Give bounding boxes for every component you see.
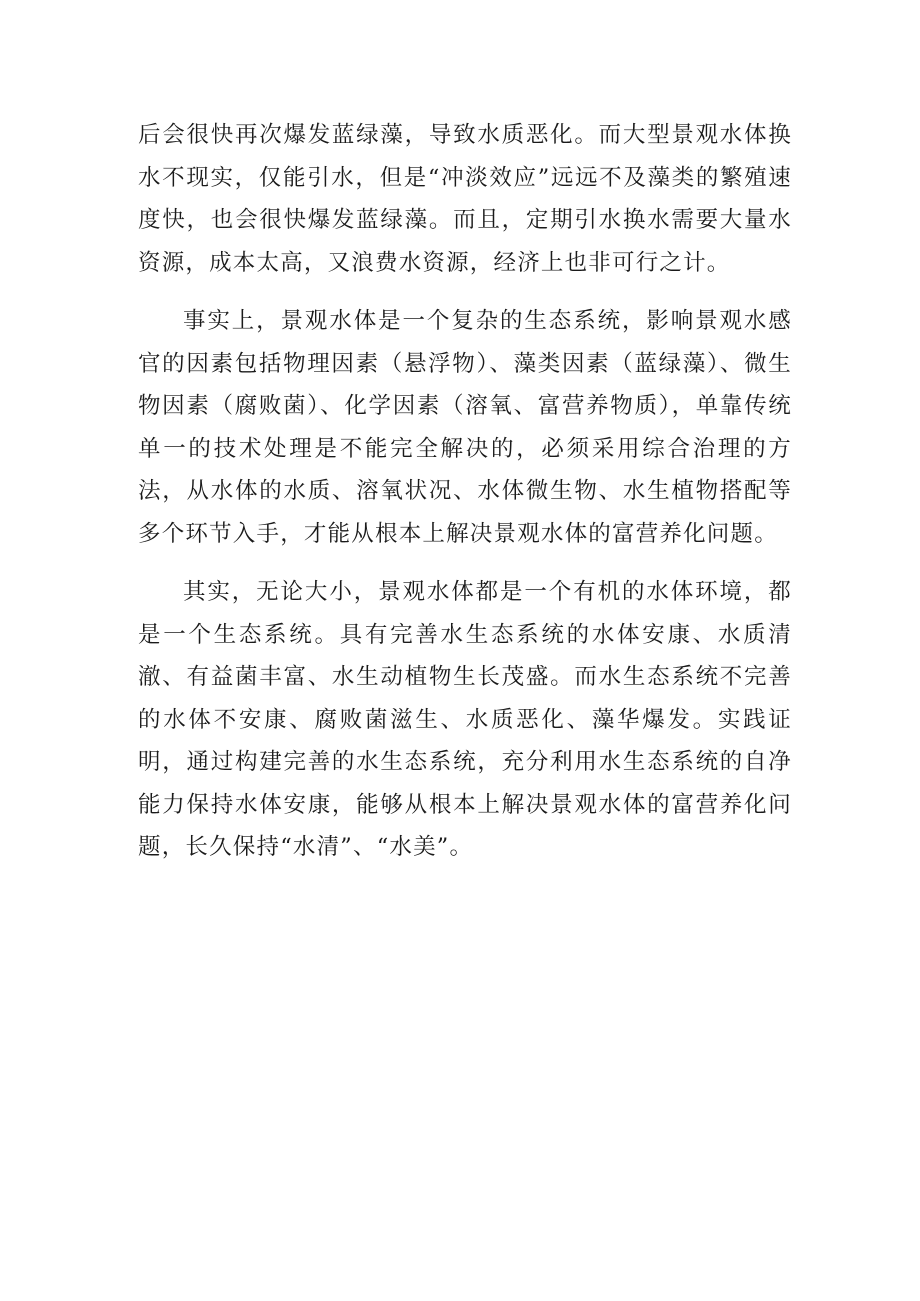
paragraph-1: 后会很快再次爆发蓝绿藻，导致水质恶化。而大型景观水体换水不现实，仅能引水，但是“冲淡效应”远远不及藻类的繁殖速度快，也会很快爆发蓝绿藻。而且，定期引水换水需要大量水资源，成本太高，又浪费水资源，经济上也非可行之计。 bbox=[138, 122, 792, 276]
document-body bbox=[138, 114, 792, 885]
paragraph-3: 其实，无论大小，景观水体都是一个有机的水体环境，都是一个生态系统。具有完善水生态系统的水体安康、水质清澈、有益菌丰富、水生动植物生长茂盛。而水生态系统不完善的水体不安康、腐败菌滋生、水质恶化、藻华爆发。实践证明，通过构建完善的水生态系统，充分利用水生态系统的自净能力保持水体安康，能够从根本上解决景观水体的富营养化问题，长久保持“水清”、“水美”。 bbox=[138, 579, 792, 860]
paragraph-2: 事实上，景观水体是一个复杂的生态系统，影响景观水感官的因素包括物理因素（悬浮物）、藻类因素（蓝绿藻）、微生物因素（腐败菌）、化学因素（溶氧、富营养物质），单靠传统单一的技术处理是不能完全解决的，必须采用综合治理的方法，从水体的水质、溶氧状况、水体微生物、水生植物搭配等多个环节入手，才能从根本上解决景观水体的富营养化问题。 bbox=[138, 308, 792, 547]
